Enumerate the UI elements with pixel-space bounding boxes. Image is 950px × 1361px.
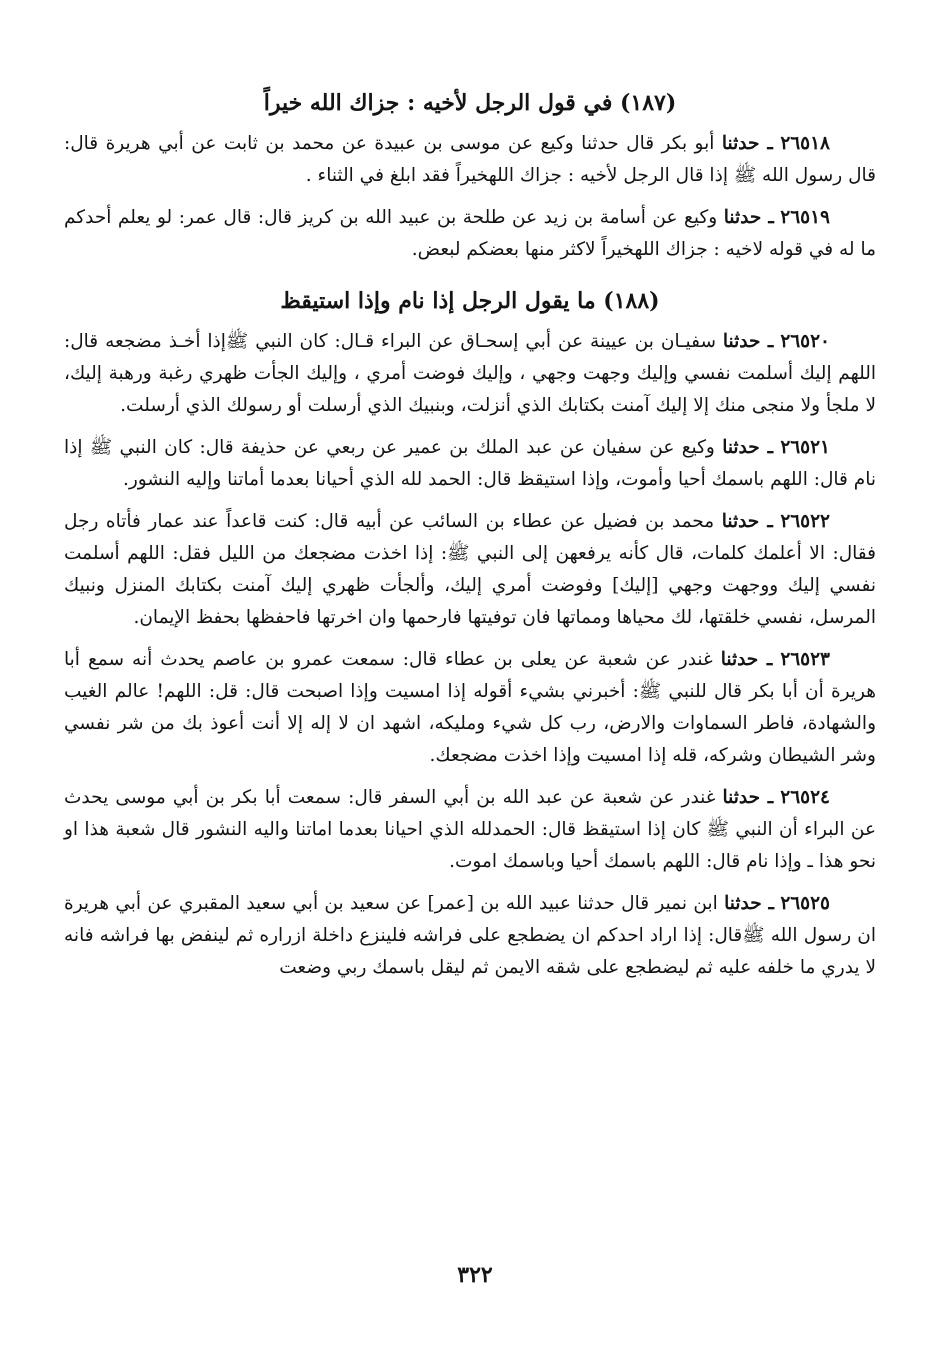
hadith-text: وكيع عن سفيان عن عبد الملك بن عمير عن ربعي عن حذيفة قال: كان النبي ﷺ إذا نام قال: اللهم باسمك أحيا وأموت، وإذا استيقظ قال: الحمد لله الذي أحيانا بعدما أماتنا وإليه النشور.	[64, 437, 876, 490]
hadith-opening: ـ حدثنا	[721, 133, 773, 154]
hadith-text: غندر عن شعبة عن يعلى بن عطاء قال: سمعت عمرو بن عاصم يحدث أنه سمع أبا هريرة أن أبا بكر قال للنبي ﷺ: أخبرني بشيء أقوله إذا امسيت وإذا اصبحت قال: قل: اللهم! عالم الغيب والشهادة، فاطر السماوات والارض، رب كل شيء ومليكه، اشهد ان لا إله إلا أنت أعوذ بك من شر نفسي وشر الشيطان وشركه، قله إذا امسيت وإذا اخذت مضجعك.	[64, 649, 876, 766]
hadith-opening: ـ حدثنا	[722, 437, 773, 458]
hadith-opening: ـ حدثنا	[724, 893, 774, 914]
hadith-number: ٢٦٥٢٥	[780, 893, 830, 914]
hadith-text: وكيع عن أسامة بن زيد عن طلحة بن عبيد الله بن كريز قال: قال عمر: لو يعلم أحدكم ما له في قوله لاخيه : جزاك اللهخيراً لاكثر منها بعضكم لبعض.	[64, 207, 876, 260]
hadith-number: ٢٦٥٢٢	[780, 511, 830, 532]
hadith-26520	[64, 326, 876, 422]
hadith-number: ٢٦٥٢١	[780, 437, 830, 458]
hadith-26521	[64, 432, 876, 496]
document-page	[64, 86, 876, 994]
hadith-number: ٢٦٥٢٠	[780, 331, 830, 352]
hadith-number: ٢٦٥٢٤	[780, 787, 830, 808]
hadith-number: ٢٦٥١٩	[780, 207, 830, 228]
hadith-opening: ـ حدثنا	[722, 331, 774, 352]
page-number: ٣٢٢	[457, 1262, 493, 1288]
hadith-opening: ـ حدثنا	[720, 649, 773, 670]
hadith-text: غندر عن شعبة عن عبد الله بن أبي السفر قال: سمعت أبا بكر بن أبي موسى يحدث عن البراء أن النبي ﷺ كان إذا استيقظ قال: الحمدلله الذي احيانا بعدما اماتنا واليه النشور قال شعبة هذا او نحو هذا ـ وإذا نام قال: اللهم باسمك أحيا وباسمك اموت.	[64, 787, 876, 872]
hadith-number: ٢٦٥١٨	[780, 133, 830, 154]
hadith-opening: ـ حدثنا	[723, 207, 774, 228]
hadith-text: سفيـان بن عيينة عن أبي إسحـاق عن البراء قـال: كان النبي ﷺإذا أخـذ مضجعه قال: اللهم إليك أسلمت نفسي وإليك وجهت وجهي ، وإليك فوضت أمري ، وإليك الجأت ظهري رغبة ورهبة إليك، لا ملجأ ولا منجى منك إلا إليك آمنت بكتابك الذي أنزلت، وبنبيك الذي أرسلت أو رسولك الذي أرسلت.	[64, 331, 876, 416]
hadith-26518	[64, 128, 876, 192]
section-heading-187: (١٨٧) في قول الرجل لأخيه : جزاك الله خيراً	[263, 90, 677, 116]
hadith-26525	[64, 888, 876, 984]
hadith-text: أبو بكر قال حدثنا وكيع عن موسى بن عبيدة عن محمد بن ثابت عن أبي هريرة قال: قال رسول الله ﷺ إذا قال الرجل لأخيه : جزاك اللهخيراً فقد ابلغ في الثناء .	[64, 133, 876, 186]
hadith-number: ٢٦٥٢٣	[780, 649, 830, 670]
hadith-26519	[64, 202, 876, 266]
hadith-opening: ـ حدثنا	[722, 787, 774, 808]
hadith-26522	[64, 506, 876, 634]
hadith-26524	[64, 782, 876, 878]
hadith-text: ابن نمير قال حدثنا عبيد الله بن [عمر] عن سعيد بن أبي سعيد المقبري عن أبي هريرة ان رسول الله ﷺقال: إذا اراد احدكم ان يضطجع على فراشه فلينزع داخلة ازراره ثم لينفض بها فراشه فانه لا يدري ما خلفه عليه ثم ليضطجع على شقه الايمن ثم ليقل باسمك ربي وضعت	[64, 893, 876, 978]
hadith-opening: ـ حدثنا	[721, 511, 773, 532]
hadith-26523	[64, 644, 876, 772]
section-heading-188: (١٨٨) ما يقول الرجل إذا نام وإذا استيقظ	[280, 288, 660, 314]
hadith-text: محمد بن فضيل عن عطاء بن السائب عن أبيه قال: كنت قاعداً عند عمار فأتاه رجل فقال: الا أعلمك كلمات، قال كأنه يرفعهن إلى النبي ﷺ: إذا اخذت مضجعك من الليل فقل: اللهم أسلمت نفسي إليك ووجهت وجهي [إليك] وفوضت أمري إليك، وألجأت ظهري إليك آمنت بكتابك المنزل ونبيك المرسل، نفسي خلقتها، لك محياها ومماتها فان توفيتها فارحمها وان اخرتها فاحفظها بحفظ الإيمان.	[64, 511, 876, 628]
